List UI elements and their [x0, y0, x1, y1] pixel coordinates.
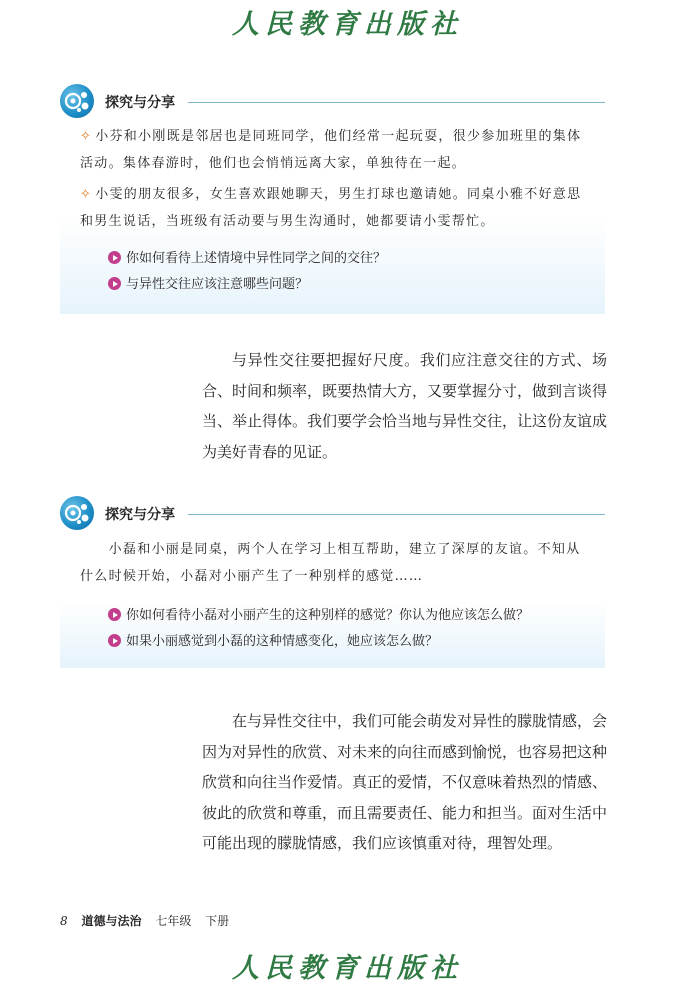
scenario-box-1: [60, 120, 605, 314]
publisher-logo-bottom: 人民教育出版社: [232, 953, 463, 984]
scenario-box-2: [60, 534, 605, 668]
body-paragraph-1: 与异性交往要把握好尺度。我们应注意交往的方式、场合、时间和频率，既要热情大方，又要掌握分寸，做到言谈得当、举止得体。我们要学会恰当地与异性交往，让这份友谊成为美好青春的见证。: [202, 351, 608, 461]
question-arrow-icon: [108, 251, 121, 264]
section-title: 探究与分享: [105, 95, 175, 111]
explore-share-icon: [60, 84, 94, 118]
diamond-marker-icon: ✧: [80, 129, 93, 144]
discussion-question: 你如何看待小磊对小丽产生的这种别样的感觉？你认为他应该怎么做？: [108, 604, 529, 623]
page-number: 8: [60, 914, 68, 928]
scenario-text: ✧ 小芬和小刚既是邻居也是同班同学，他们经常一起玩耍，很少参加班里的集体活动。集体春游时，他们也会悄悄远离大家，单独待在一起。: [80, 129, 582, 171]
scenario-text: 小磊和小丽是同桌，两个人在学习上相互帮助，建立了深厚的友谊。不知从什么时候开始，小磊对小丽产生了一种别样的感觉……: [80, 542, 581, 584]
question-arrow-icon: [108, 634, 121, 647]
body-paragraph-2: 在与异性交往中，我们可能会萌发对异性的朦胧情感，会因为对异性的欣赏、对未来的向往而感到愉悦，也容易把这种欣赏和向往当作爱情。真正的爱情，不仅意味着热烈的情感、彼此的欣赏和尊重，而且需要责任、能力和担当。面对生活中可能出现的朦胧情感，我们应该慎重对待，理智处理。: [202, 712, 608, 852]
section-header-2: [60, 496, 605, 532]
question-arrow-icon: [108, 608, 121, 621]
section-divider: [188, 102, 605, 103]
explore-share-icon: [60, 496, 94, 530]
scenario-text: ✧ 小雯的朋友很多，女生喜欢跟她聊天，男生打球也邀请她。同桌小雅不好意思和男生说话，当班级有活动要与男生沟通时，她都要请小雯帮忙。: [80, 187, 582, 229]
discussion-question: 如果小丽感觉到小磊的这种情感变化，她应该怎么做？: [108, 630, 438, 649]
discussion-question: 与异性交往应该注意哪些问题？: [108, 273, 308, 292]
publisher-logo-top: 人民教育出版社: [232, 9, 463, 40]
section-header-1: [60, 84, 605, 120]
section-title: 探究与分享: [105, 507, 175, 523]
book-title: 道德与法治: [81, 914, 142, 928]
diamond-marker-icon: ✧: [80, 187, 93, 202]
discussion-question: 你如何看待上述情境中异性同学之间的交往？: [108, 247, 386, 266]
grade-label: 七年级: [155, 914, 192, 928]
volume-label: 下册: [205, 914, 230, 928]
page-footer: [60, 912, 229, 929]
section-divider: [188, 514, 605, 515]
question-arrow-icon: [108, 277, 121, 290]
